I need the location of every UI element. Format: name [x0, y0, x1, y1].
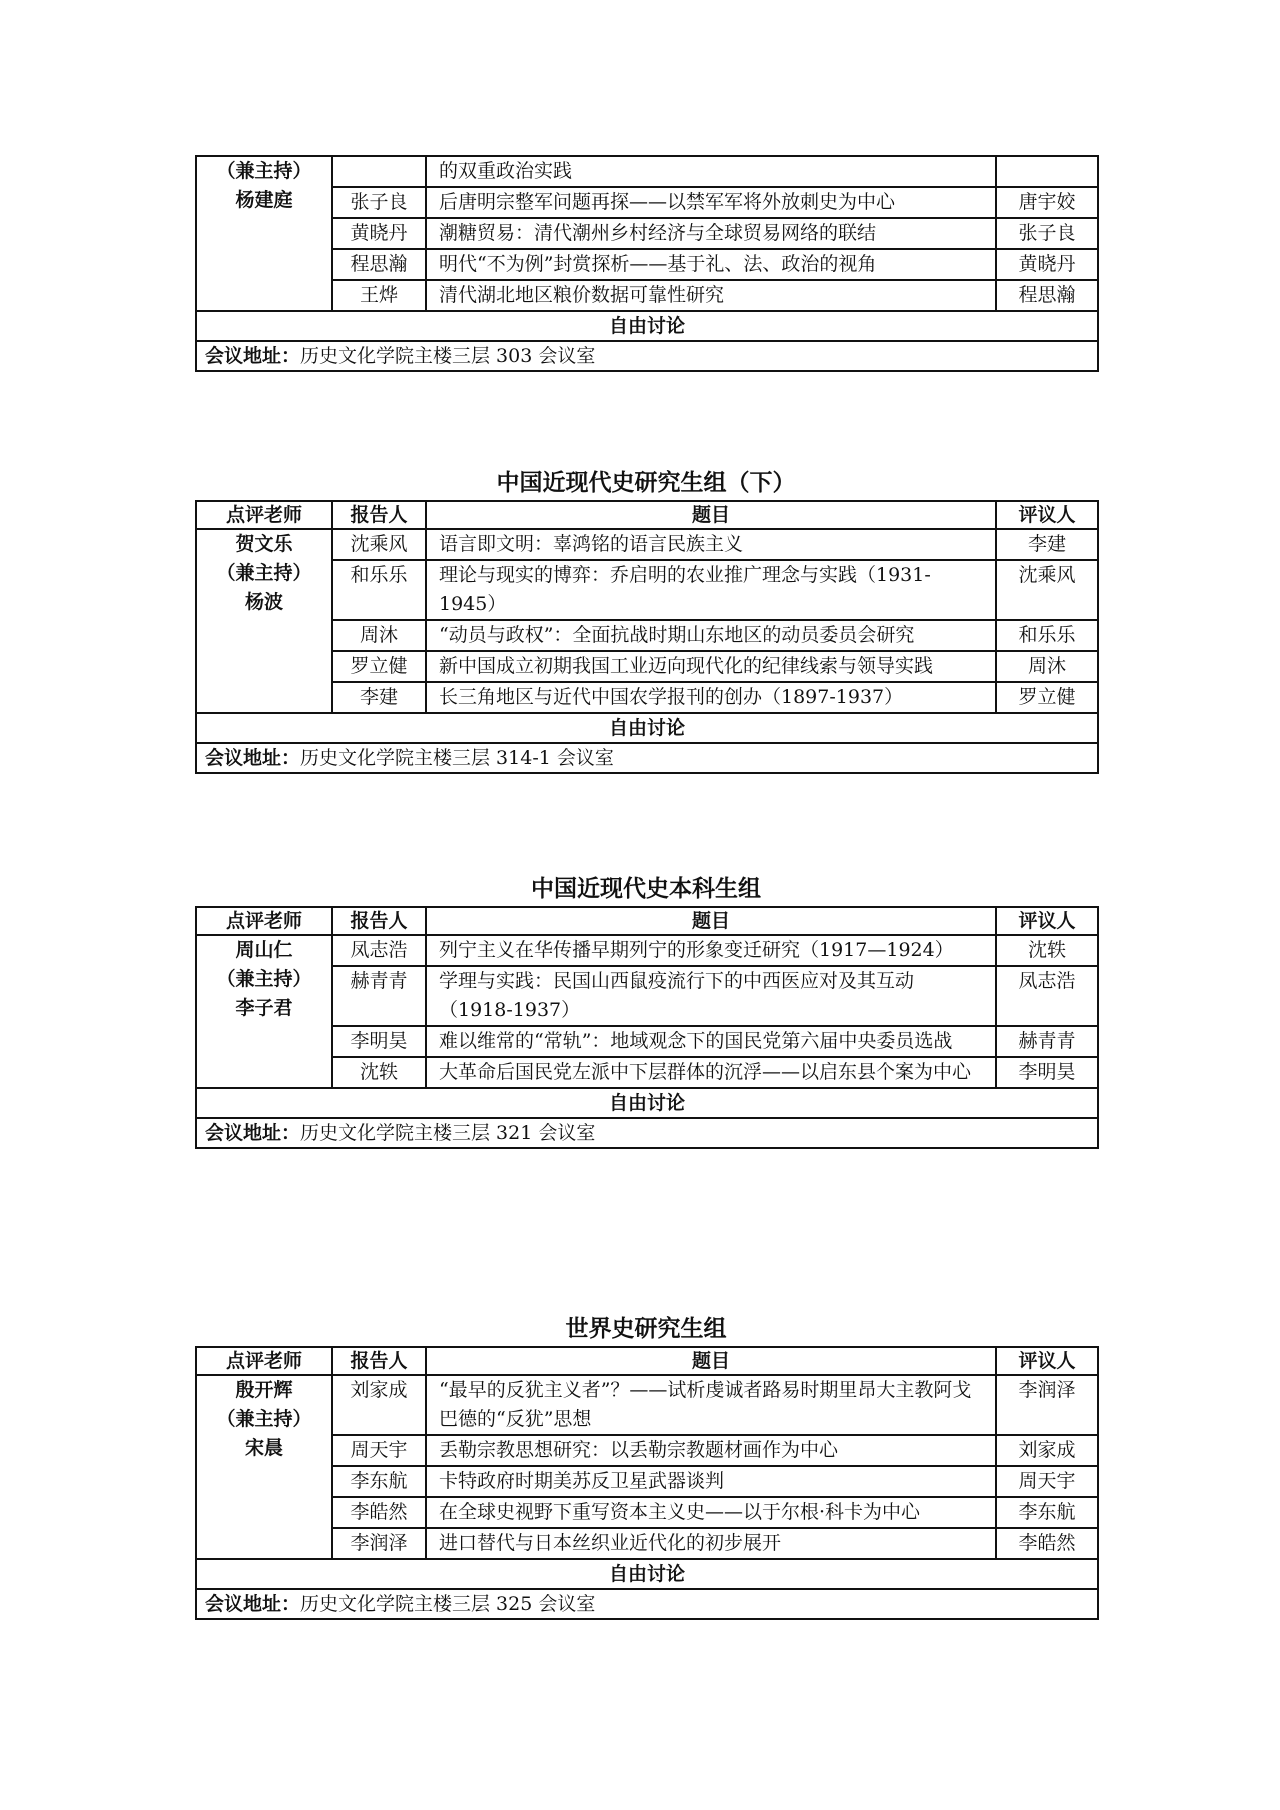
table-row — [196, 280, 1098, 311]
col-header-commenter: 评议人 — [996, 501, 1098, 529]
commenter-cell: 周天宇 — [996, 1466, 1098, 1497]
title-cell: 长三角地区与近代中国农学报刊的创办（1897-1937） — [426, 682, 996, 713]
table-row — [196, 156, 1098, 187]
commenter-cell: 和乐乐 — [996, 620, 1098, 651]
title-cell: 明代“不为例”封赏探析——基于礼、法、政治的视角 — [426, 249, 996, 280]
location-cell — [196, 341, 1098, 371]
location-row — [196, 341, 1098, 371]
header-row — [196, 1347, 1098, 1375]
session-modern-china-grad-b — [195, 466, 1097, 774]
location-row — [196, 1118, 1098, 1148]
table-row — [196, 1497, 1098, 1528]
session-continued — [195, 155, 1097, 372]
title-cell: 新中国成立初期我国工业迈向现代化的纪律线索与领导实践 — [426, 651, 996, 682]
table-row — [196, 1026, 1098, 1057]
teacher-cell — [196, 156, 332, 311]
table-row — [196, 682, 1098, 713]
presenter-cell: 周天宇 — [332, 1435, 426, 1466]
commenter-cell: 沈乘风 — [996, 560, 1098, 620]
title-cell: 语言即文明：辜鸿铭的语言民族主义 — [426, 529, 996, 560]
commenter-cell: 张子良 — [996, 218, 1098, 249]
presenter-cell: 程思瀚 — [332, 249, 426, 280]
location-value: 历史文化学院主楼三层 325 会议室 — [300, 1593, 596, 1615]
location-cell — [196, 1589, 1098, 1619]
title-cell: “最早的反犹主义者”？——试析虔诚者路易时期里昂大主教阿戈巴德的“反犹”思想 — [426, 1375, 996, 1435]
table-row — [196, 560, 1098, 620]
free-discussion-label: 自由讨论 — [196, 1559, 1098, 1589]
commenter-cell: 赫青青 — [996, 1026, 1098, 1057]
teacher-line: 李子君 — [235, 997, 293, 1019]
teacher-line: 杨波 — [244, 591, 283, 613]
schedule-table — [195, 155, 1099, 372]
title-cell: 的双重政治实践 — [426, 156, 996, 187]
free-discussion-row — [196, 713, 1098, 743]
commenter-cell: 李明昊 — [996, 1057, 1098, 1088]
location-label: 会议地址： — [205, 1122, 301, 1144]
table-row — [196, 1057, 1098, 1088]
teacher-cell — [196, 1375, 332, 1559]
presenter-cell: 沈乘风 — [332, 529, 426, 560]
presenter-cell: 周沐 — [332, 620, 426, 651]
table-row — [196, 529, 1098, 560]
commenter-cell: 程思瀚 — [996, 280, 1098, 311]
free-discussion-row — [196, 311, 1098, 341]
table-row — [196, 1466, 1098, 1497]
location-label: 会议地址： — [205, 747, 301, 769]
col-header-commenter: 评议人 — [996, 1347, 1098, 1375]
col-header-presenter: 报告人 — [332, 501, 426, 529]
title-cell: 后唐明宗整军问题再探——以禁军军将外放刺史为中心 — [426, 187, 996, 218]
section-heading: 世界史研究生组 — [565, 1316, 727, 1342]
commenter-cell: 李润泽 — [996, 1375, 1098, 1435]
location-row — [196, 743, 1098, 773]
title-cell: 丢勒宗教思想研究：以丢勒宗教题材画作为中心 — [426, 1435, 996, 1466]
presenter-cell: 王烨 — [332, 280, 426, 311]
schedule-table — [195, 500, 1099, 774]
teacher-line: 殷开辉 — [235, 1379, 293, 1401]
col-header-title: 题目 — [426, 501, 996, 529]
teacher-line: （兼主持） — [216, 1408, 312, 1430]
col-header-title: 题目 — [426, 1347, 996, 1375]
schedule-table — [195, 906, 1099, 1149]
presenter-cell: 李皓然 — [332, 1497, 426, 1528]
commenter-cell — [996, 156, 1098, 187]
table-row — [196, 1528, 1098, 1559]
title-cell: 潮糖贸易：清代潮州乡村经济与全球贸易网络的联结 — [426, 218, 996, 249]
location-label: 会议地址： — [205, 345, 301, 367]
location-cell — [196, 743, 1098, 773]
col-header-presenter: 报告人 — [332, 1347, 426, 1375]
header-row — [196, 907, 1098, 935]
section-heading: 中国近现代史本科生组 — [531, 876, 761, 902]
title-cell: 大革命后国民党左派中下层群体的沉浮——以启东县个案为中心 — [426, 1057, 996, 1088]
location-value: 历史文化学院主楼三层 303 会议室 — [300, 345, 596, 367]
title-cell: 在全球史视野下重写资本主义史——以于尔根·科卡为中心 — [426, 1497, 996, 1528]
table-row — [196, 187, 1098, 218]
title-cell: 学理与实践：民国山西鼠疫流行下的中西医应对及其互动（1918-1937） — [426, 966, 996, 1026]
commenter-cell: 罗立健 — [996, 682, 1098, 713]
schedule-table — [195, 1346, 1099, 1620]
presenter-cell: 凤志浩 — [332, 935, 426, 966]
free-discussion-label: 自由讨论 — [196, 1088, 1098, 1118]
commenter-cell: 沈轶 — [996, 935, 1098, 966]
teacher-cell — [196, 529, 332, 713]
title-cell: 列宁主义在华传播早期列宁的形象变迁研究（1917—1924） — [426, 935, 996, 966]
free-discussion-label: 自由讨论 — [196, 311, 1098, 341]
teacher-line: 周山仁 — [235, 939, 293, 961]
session-world-history-grad — [195, 1312, 1097, 1620]
table-row — [196, 935, 1098, 966]
teacher-line: （兼主持） — [216, 968, 312, 990]
commenter-cell: 凤志浩 — [996, 966, 1098, 1026]
table-row — [196, 1435, 1098, 1466]
title-cell: 卡特政府时期美苏反卫星武器谈判 — [426, 1466, 996, 1497]
free-discussion-label: 自由讨论 — [196, 713, 1098, 743]
commenter-cell: 周沐 — [996, 651, 1098, 682]
commenter-cell: 黄晓丹 — [996, 249, 1098, 280]
teacher-line: （兼主持） — [216, 562, 312, 584]
col-header-commenter: 评议人 — [996, 907, 1098, 935]
location-row — [196, 1589, 1098, 1619]
presenter-cell: 李润泽 — [332, 1528, 426, 1559]
presenter-cell: 沈轶 — [332, 1057, 426, 1088]
free-discussion-row — [196, 1088, 1098, 1118]
presenter-cell: 李明昊 — [332, 1026, 426, 1057]
table-row — [196, 651, 1098, 682]
col-header-title: 题目 — [426, 907, 996, 935]
commenter-cell: 李东航 — [996, 1497, 1098, 1528]
table-row — [196, 620, 1098, 651]
teacher-line: （兼主持） — [216, 160, 312, 182]
table-row — [196, 249, 1098, 280]
presenter-cell: 李建 — [332, 682, 426, 713]
location-value: 历史文化学院主楼三层 321 会议室 — [300, 1122, 596, 1144]
presenter-cell: 张子良 — [332, 187, 426, 218]
table-row — [196, 218, 1098, 249]
title-cell: “动员与政权”：全面抗战时期山东地区的动员委员会研究 — [426, 620, 996, 651]
presenter-cell — [332, 156, 426, 187]
presenter-cell: 赫青青 — [332, 966, 426, 1026]
location-value: 历史文化学院主楼三层 314-1 会议室 — [300, 747, 614, 769]
commenter-cell: 刘家成 — [996, 1435, 1098, 1466]
location-cell — [196, 1118, 1098, 1148]
title-cell: 进口替代与日本丝织业近代化的初步展开 — [426, 1528, 996, 1559]
teacher-cell — [196, 935, 332, 1088]
table-row — [196, 966, 1098, 1026]
table-row — [196, 1375, 1098, 1435]
location-label: 会议地址： — [205, 1593, 301, 1615]
commenter-cell: 李皓然 — [996, 1528, 1098, 1559]
col-header-presenter: 报告人 — [332, 907, 426, 935]
col-header-teacher: 点评老师 — [196, 1347, 332, 1375]
title-cell: 难以维常的“常轨”：地域观念下的国民党第六届中央委员选战 — [426, 1026, 996, 1057]
presenter-cell: 罗立健 — [332, 651, 426, 682]
col-header-teacher: 点评老师 — [196, 501, 332, 529]
free-discussion-row — [196, 1559, 1098, 1589]
title-cell: 理论与现实的博弈：乔启明的农业推广理念与实践（1931-1945） — [426, 560, 996, 620]
presenter-cell: 李东航 — [332, 1466, 426, 1497]
presenter-cell: 黄晓丹 — [332, 218, 426, 249]
col-header-teacher: 点评老师 — [196, 907, 332, 935]
header-row — [196, 501, 1098, 529]
section-heading: 中国近现代史研究生组（下） — [496, 470, 796, 496]
teacher-line: 宋晨 — [244, 1437, 283, 1459]
commenter-cell: 唐宇姣 — [996, 187, 1098, 218]
title-cell: 清代湖北地区粮价数据可靠性研究 — [426, 280, 996, 311]
commenter-cell: 李建 — [996, 529, 1098, 560]
presenter-cell: 和乐乐 — [332, 560, 426, 620]
presenter-cell: 刘家成 — [332, 1375, 426, 1435]
teacher-line: 杨建庭 — [235, 189, 293, 211]
teacher-line: 贺文乐 — [235, 533, 293, 555]
session-modern-china-undergrad — [195, 872, 1097, 1149]
